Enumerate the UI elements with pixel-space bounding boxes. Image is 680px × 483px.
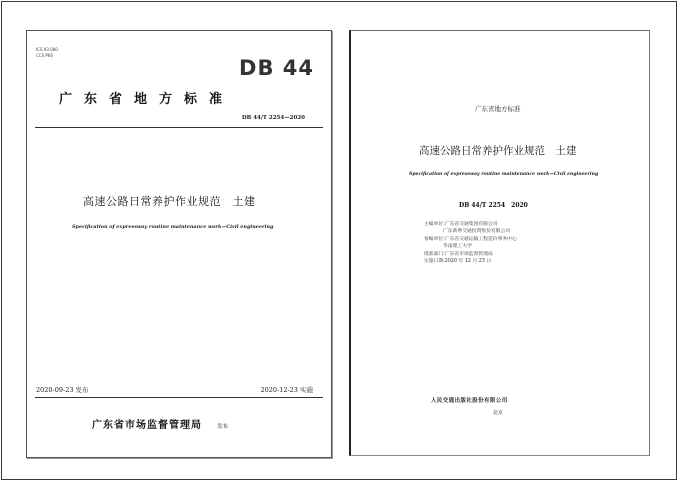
standard-cover-page [26,30,332,458]
info-line: 广东新粤交通投资股份有限公司 [443,229,511,235]
bottom-divider [35,397,323,398]
title-page-standard-number: DB 44/T 2254 2020 [459,202,528,209]
publisher-city: 北京 [493,410,504,416]
title-page-title-en: Specification of expressway routine maintenance work—Civil engineering [409,172,599,177]
info-line: 华南理工大学 [443,244,472,250]
cover-title-cn: 高速公路日常养护作业规范 土建 [83,195,256,208]
issuer-name: 广东省市场监督管理局 [92,420,202,431]
top-divider [35,127,323,128]
issuer-line [92,413,228,432]
cover-title-en: Specification of expressway routine maintenance work—Civil engineering [72,224,274,230]
ccs-code: CCS P66 [36,53,53,58]
standard-number: DB 44/T 2254—2020 [241,115,305,121]
info-line: 批准部门:广东省市场监督管理局 [424,251,493,257]
title-page-header: 广东省地方标准 [475,105,521,113]
ics-code: ICS 93.080 [36,47,58,52]
title-page [349,30,650,456]
info-line: 主编单位:广东省交通集团有限公司 [424,222,498,227]
info-line: 实施日期:2020 年 12 月 23 日 [424,259,492,265]
issue-date: 2020-09-23 发布 [36,386,89,394]
info-line: 参编单位:广东省交通运输工程造价事务中心 [424,236,517,242]
db-mark: DB 44 [239,56,314,80]
publisher: 人民交通出版社股份有限公司 [431,398,508,404]
standard-category-title: 广东省地方标准 [59,92,235,107]
issuer-suffix: 发布 [217,424,229,430]
responsibility-info [424,221,517,265]
effective-date: 2020-12-23 实施 [260,386,313,394]
title-page-title-cn: 高速公路日常养护作业规范 土建 [419,145,577,157]
image-frame [1,1,677,480]
